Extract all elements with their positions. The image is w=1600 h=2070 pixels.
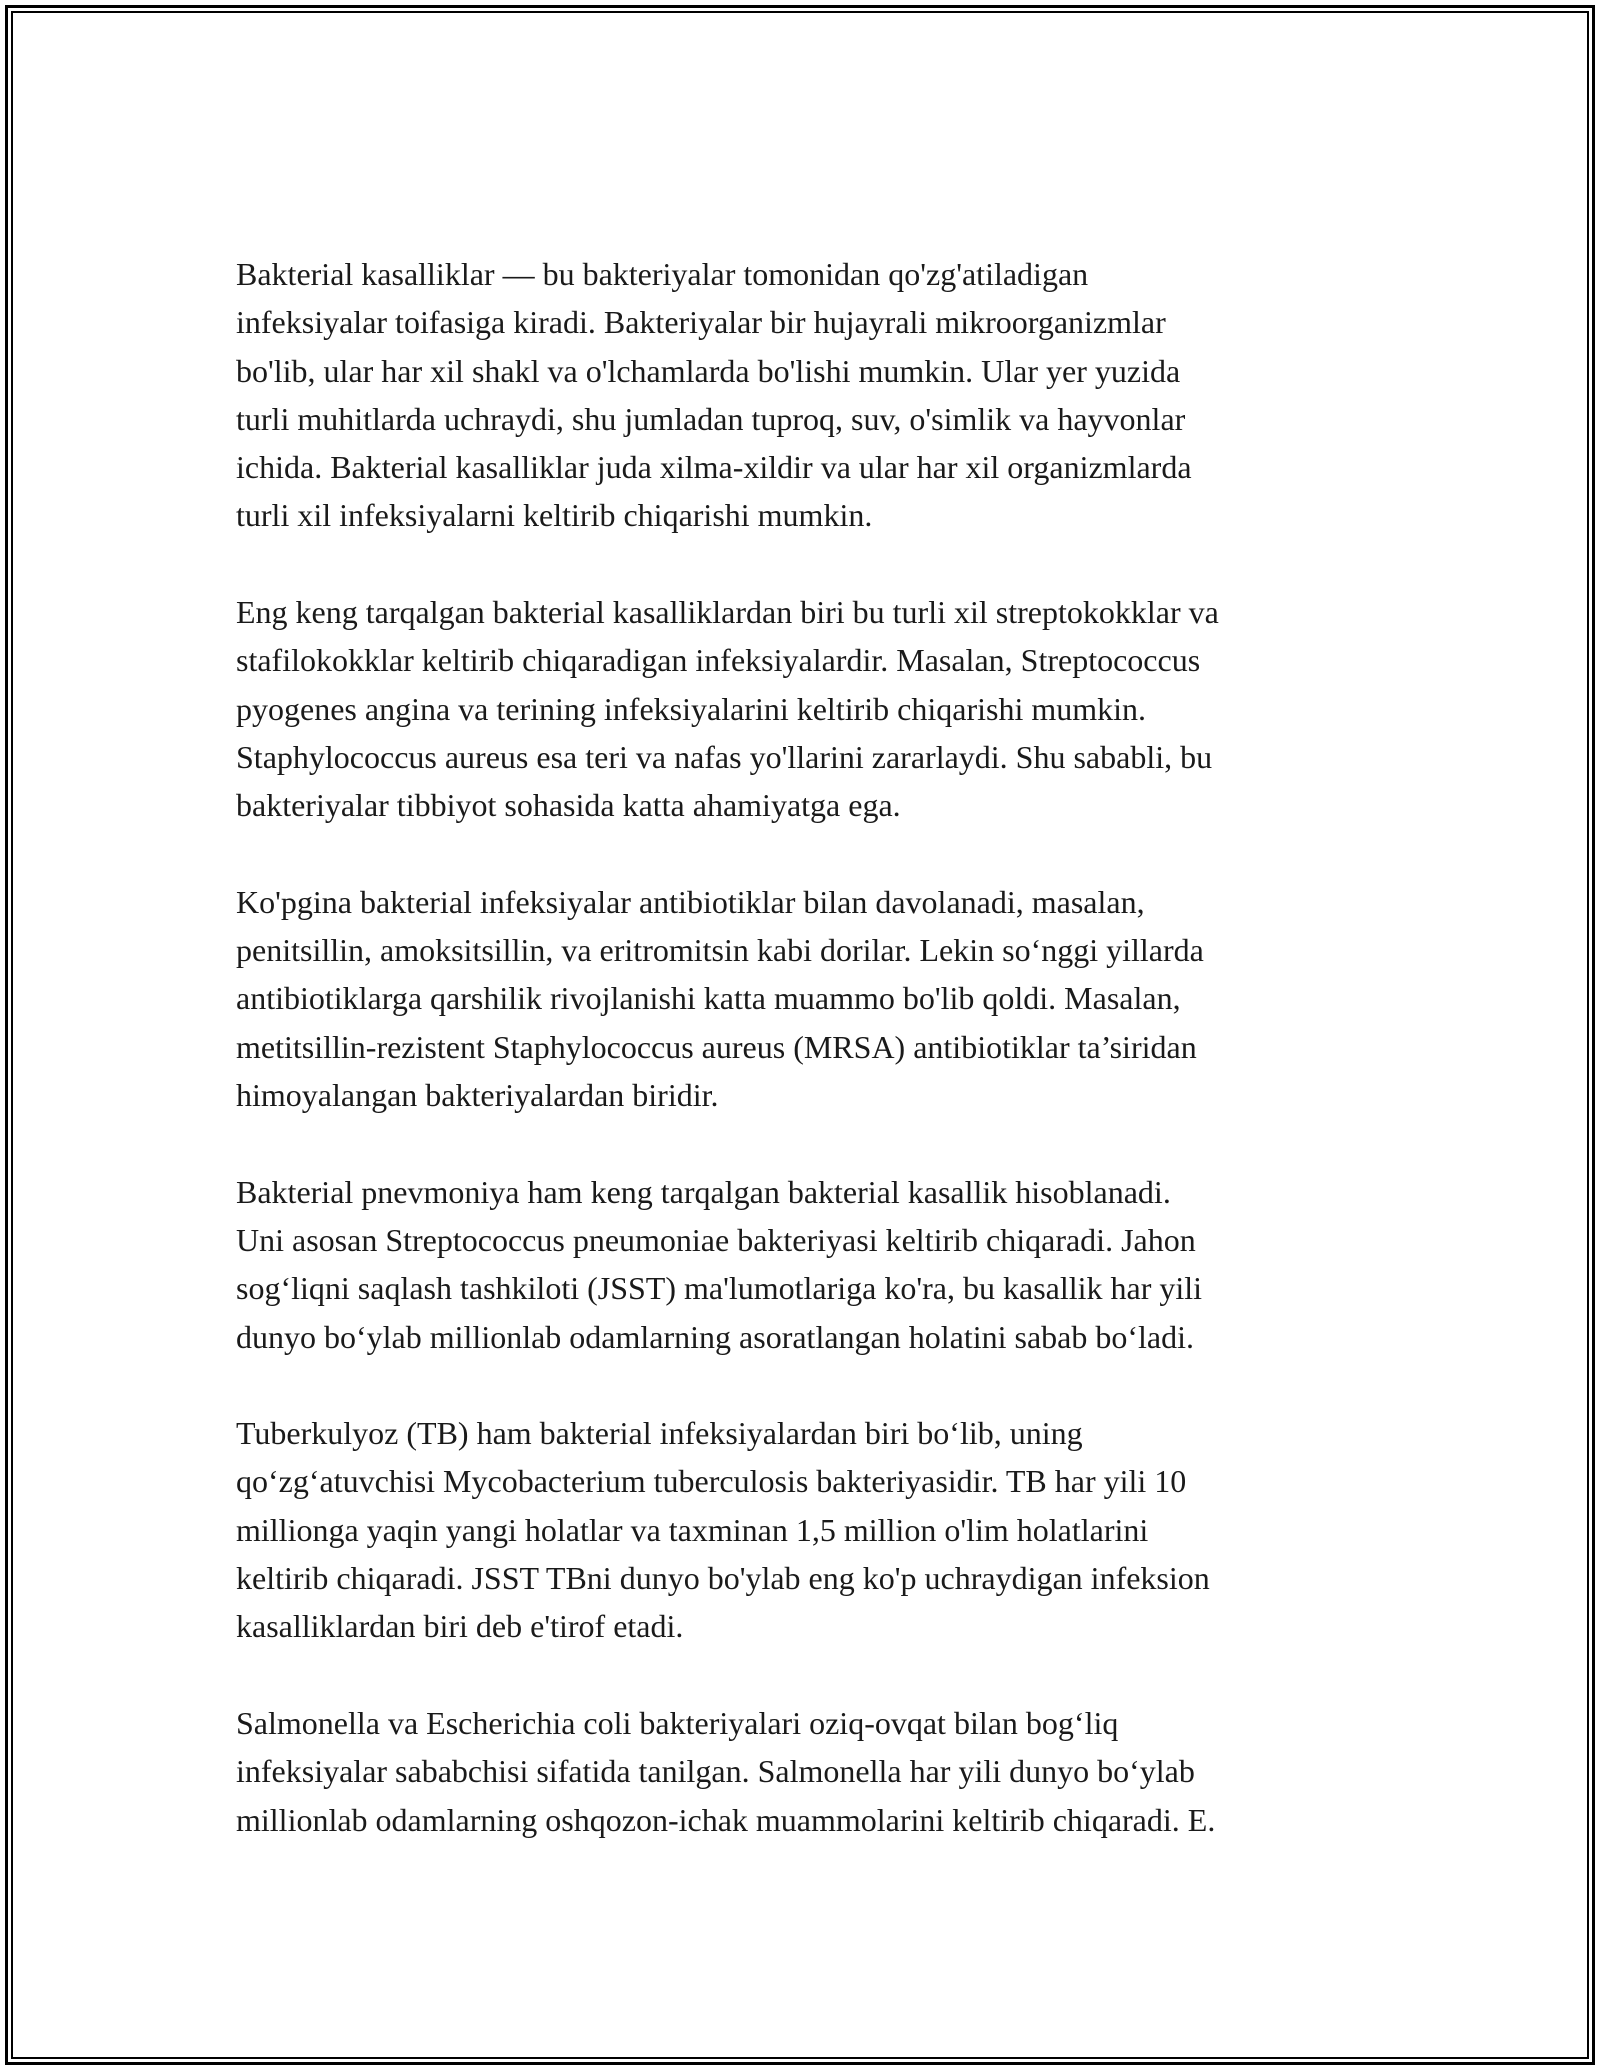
document-body bbox=[236, 250, 1386, 1892]
paragraph-salmonella-ecoli: Salmonella va Escherichia coli bakteriyalari oziq-ovqat bilan bog‘liq infeksiyalar sababchisi sifatida tanilgan. Salmonella har yili dunyo bo‘ylab millionlab odamlarning oshqozon-ichak muammolarini keltirib chiqaradi. E. bbox=[236, 1704, 1216, 1838]
paragraph-streptococci-staphylococci: Eng keng tarqalgan bakterial kasalliklardan biri bu turli xil streptokokklar va stafilokokklar keltirib chiqaradigan infeksiyalardir. Masalan, Streptococcus pyogenes angina va terining infeksiyalarini keltirib chiqarishi mumkin. Staphylococcus aureus esa teri va nafas yo'llarini zararlaydi. Shu sababli, bu bakteriyalar tibbiyot sohasida katta ahamiyatga ega. bbox=[236, 594, 1219, 824]
paragraph-bacterial-pneumonia: Bakterial pnevmoniya ham keng tarqalgan bakterial kasallik hisoblanadi. Uni asosan Streptococcus pneumoniae bakteriyasi keltirib chiqaradi. Jahon sog‘liqni saqlash tashkiloti (JSST) ma'lumotlariga ko'ra, bu kasallik har yili dunyo bo‘ylab millionlab odamlarning asoratlangan holatini sabab bo‘ladi. bbox=[236, 1173, 1203, 1355]
paragraph-antibiotic-resistance: Ko'pgina bakterial infeksiyalar antibiotiklar bilan davolanadi, masalan, penitsillin, amoksitsillin, va eritromitsin kabi dorilar. Lekin so‘nggi yillarda antibiotiklarga qarshilik rivojlanishi katta muammo bo'lib qoldi. Masalan, metitsillin-rezistent Staphylococcus aureus (MRSA) antibiotiklar ta’siridan himoyalangan bakteriyalardan biridir. bbox=[236, 883, 1204, 1114]
paragraph-bacterial-diseases-intro: Bakterial kasalliklar — bu bakteriyalar tomonidan qo'zg'atiladigan infeksiyalar toifasiga kiradi. Bakteriyalar bir hujayrali mikroorganizmlar bo'lib, ular har xil shakl va o'lchamlarda bo'lishi mumkin. Ular yer yuzida turli muhitlarda uchraydi, shu jumladan tuproq, suv, o'simlik va hayvonlar ichida. Bakterial kasalliklar juda xilma-xildir va ular har xil organizmlarda turli xil infeksiyalarni keltirib chiqarishi mumkin. bbox=[236, 256, 1192, 534]
paragraph-tuberculosis: Tuberkulyoz (TB) ham bakterial infeksiyalardan biri bo‘lib, uning qo‘zg‘atuvchisi Mycobacterium tuberculosis bakteriyasidir. TB har yili 10 millionga yaqin yangi holatlar va taxminan 1,5 million o'lim holatlarini keltirib chiqaradi. JSST TBni dunyo bo'ylab eng ko'p uchraydigan infeksion kasalliklardan biri deb e'tirof etadi. bbox=[236, 1415, 1210, 1645]
